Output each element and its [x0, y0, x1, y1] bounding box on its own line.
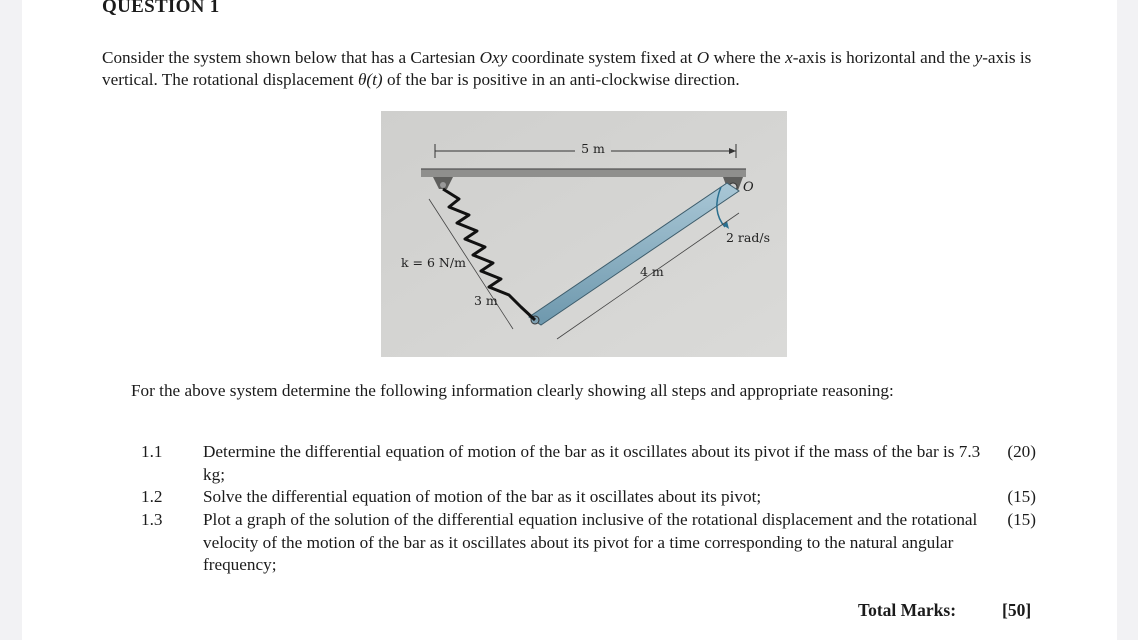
instruction-text: For the above system determine the following information clearly showing all steps and appropriate reasoning:	[131, 381, 894, 400]
system-figure	[381, 111, 787, 357]
spring-constant-label: k = 6 N/m	[401, 255, 466, 270]
total-marks-label: Total Marks:	[858, 600, 957, 620]
dimension-label-3m: 3 m	[474, 293, 498, 308]
question-number: 1.1	[141, 442, 163, 461]
question-heading: QUESTION 1	[102, 0, 220, 17]
question-number: 1.3	[141, 510, 163, 529]
dimension-label-5m: 5 m	[581, 141, 605, 156]
question-text: Determine the differential equation of motion of the bar as it oscillates about its pivot if the mass of the bar is 7.3 kg;	[203, 442, 981, 484]
total-marks-value: [50]	[1002, 600, 1032, 620]
x-symbol: x	[785, 48, 793, 67]
question-text: Solve the differential equation of motion of the bar as it oscillates about its pivot;	[203, 487, 762, 506]
question-number: 1.2	[141, 487, 163, 506]
spring-mount-icon	[440, 182, 446, 188]
dimension-label-4m: 4 m	[640, 264, 664, 279]
question-marks: (15)	[1007, 487, 1036, 506]
y-symbol: y	[974, 48, 983, 67]
question-text: Plot a graph of the solution of the differential equation inclusive of the rotational displacement and the rotational velocity of the motion of the bar as it oscillates about its pivot for a time corresponding to the natural angular frequency;	[203, 510, 978, 574]
angular-velocity-label: 2 rad/s	[726, 230, 770, 245]
question-marks: (20)	[1007, 442, 1036, 461]
ceiling-support	[421, 169, 746, 177]
theta-symbol: θ(t)	[357, 70, 383, 89]
oxy-symbol: Oxy	[479, 48, 508, 67]
question-marks: (15)	[1007, 510, 1036, 529]
pivot-label-O: O	[743, 180, 754, 195]
figure-diagram	[381, 111, 787, 357]
intro-paragraph: Consider the system shown below that has a Cartesian Oxy coordinate system fixed at O where the x-axis is horizontal and the y-axis is vertical. The rotational displacement θ(t) of the bar is positive in an anti-clockwise direction.	[102, 48, 1032, 89]
origin-symbol: O	[696, 48, 710, 67]
